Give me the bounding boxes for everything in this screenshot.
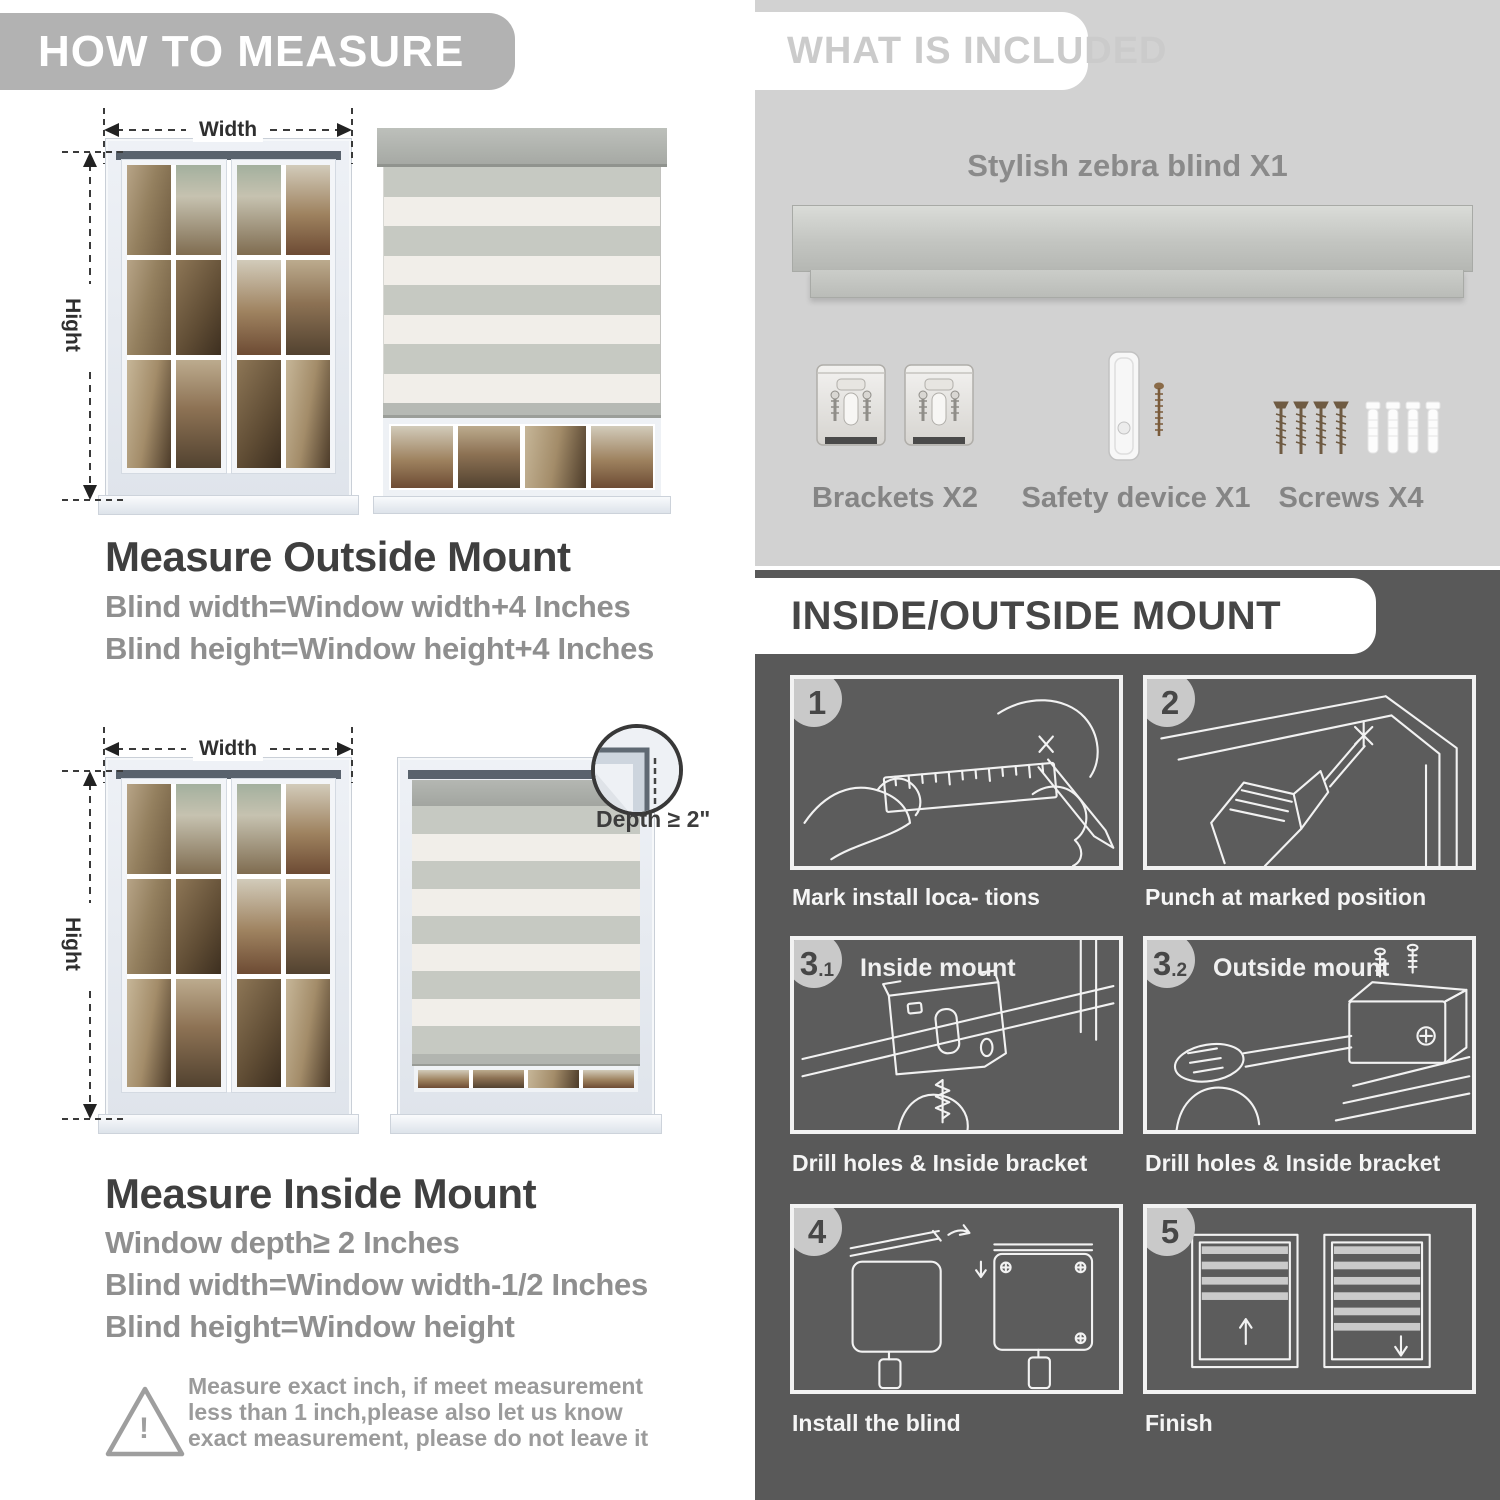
drill-illustration	[1147, 679, 1472, 866]
window-glass	[122, 779, 335, 1092]
step-1	[790, 675, 1123, 910]
depth-detail-inset	[591, 724, 683, 816]
blind-bottom-rail	[383, 403, 661, 418]
inside-outside-mount-title: INSIDE/OUTSIDE MOUNT	[791, 593, 1282, 638]
inside-rule-depth: Window depth≥ 2 Inches	[105, 1225, 460, 1260]
blind-stripes	[412, 806, 640, 1054]
width-label: Width	[193, 118, 263, 142]
finish-illustration	[1147, 1208, 1472, 1390]
step-3-1-panel	[790, 936, 1123, 1134]
blind-headrail-lip	[810, 270, 1464, 298]
brackets-icon	[813, 355, 981, 463]
step-3-1-title: Inside mount	[860, 954, 1016, 982]
inside-outside-mount-header	[755, 578, 1376, 654]
step-3-1-badge: 3 .1	[790, 936, 842, 988]
height-label: Hight	[60, 911, 84, 977]
outside-rule-height: Blind height=Window height+4 Inches	[105, 631, 654, 666]
window-casement-left	[122, 160, 226, 473]
step-4-badge: 4	[790, 1204, 842, 1256]
product-label: Stylish zebra blind X1	[967, 148, 1288, 183]
screws-label: Screws X4	[1278, 482, 1424, 514]
outside-rule-width: Blind width=Window width+4 Inches	[105, 589, 631, 624]
what-is-included-title: WHAT IS INCLUDED	[787, 29, 1168, 72]
mark-locations-illustration	[794, 679, 1119, 866]
step-4-panel	[790, 1204, 1123, 1394]
window-casement-left	[122, 779, 226, 1092]
step-4-caption: Install the blind	[792, 1410, 961, 1436]
inside-outside-mount-panel	[755, 570, 1500, 1500]
window-photo-inside	[105, 757, 352, 1119]
step-4	[790, 1204, 1123, 1436]
window-sill	[98, 495, 359, 515]
step-1-panel	[790, 675, 1123, 870]
step-5-panel	[1143, 1204, 1476, 1394]
window-sill	[390, 1114, 662, 1134]
screws-icon	[1271, 396, 1441, 466]
inside-rule-width: Blind width=Window width-1/2 Inches	[105, 1267, 648, 1302]
inside-mount-title: Measure Inside Mount	[105, 1170, 537, 1217]
window-casement-right	[232, 160, 336, 473]
step-2-panel	[1143, 675, 1476, 870]
what-is-included-panel	[755, 0, 1500, 566]
height-dimension-arrow	[58, 144, 128, 506]
safety-device-label: Safety device X1	[1021, 482, 1251, 514]
window-sill	[373, 496, 671, 514]
zebra-blind-outside	[383, 128, 661, 514]
step-3-2-panel	[1143, 936, 1476, 1134]
window-glass	[122, 160, 335, 473]
window-photo-outside	[105, 138, 352, 500]
step-1-caption: Mark install loca- tions	[792, 884, 1040, 910]
corner-depth-graphic	[595, 728, 679, 812]
warning-exclamation: !	[139, 1412, 149, 1445]
step-3-2-title: Outside mount	[1213, 954, 1390, 982]
step-2	[1143, 675, 1476, 910]
safety-device-icon	[1103, 348, 1175, 468]
window-sill	[98, 1114, 359, 1134]
width-label: Width	[193, 737, 263, 761]
step-5-badge: 5	[1143, 1204, 1195, 1256]
step-3-2	[1143, 936, 1476, 1176]
blind-stripes	[383, 167, 661, 403]
width-dimension-arrow	[98, 723, 358, 787]
step-3-2-badge: 3 .2	[1143, 936, 1195, 988]
how-to-measure-header	[0, 13, 515, 90]
install-blind-illustration	[794, 1208, 1119, 1390]
step-3-1-caption: Drill holes & Inside bracket	[792, 1150, 1088, 1176]
window-below-blind	[383, 418, 661, 496]
blind-headrail-image	[792, 205, 1473, 272]
step-5	[1143, 1204, 1476, 1436]
warning-text: Measure exact inch, if meet measurement less than 1 inch,please also let us know exact measurement, please do not leave it	[188, 1373, 649, 1451]
step-3-1	[790, 936, 1123, 1176]
step-2-badge: 2	[1143, 675, 1195, 727]
step-5-caption: Finish	[1145, 1410, 1213, 1436]
how-to-measure-title: HOW TO MEASURE	[38, 26, 465, 76]
window-casement-right	[232, 779, 336, 1092]
step-3-2-caption: Drill holes & Inside bracket	[1145, 1150, 1441, 1176]
brackets-label: Brackets X2	[811, 482, 979, 514]
depth-label: Depth ≥ 2"	[596, 806, 711, 832]
blind-cassette	[377, 128, 667, 167]
what-is-included-header	[755, 12, 1168, 90]
step-1-badge: 1	[790, 675, 842, 727]
outside-mount-title: Measure Outside Mount	[105, 533, 571, 580]
blind-bottom-rail	[412, 1054, 640, 1066]
width-dimension-arrow	[98, 104, 358, 168]
inside-rule-height: Blind height=Window height	[105, 1309, 515, 1344]
step-2-caption: Punch at marked position	[1145, 884, 1427, 910]
height-label: Hight	[60, 292, 84, 358]
height-dimension-arrow	[58, 763, 128, 1125]
window-below-blind	[414, 1066, 638, 1092]
